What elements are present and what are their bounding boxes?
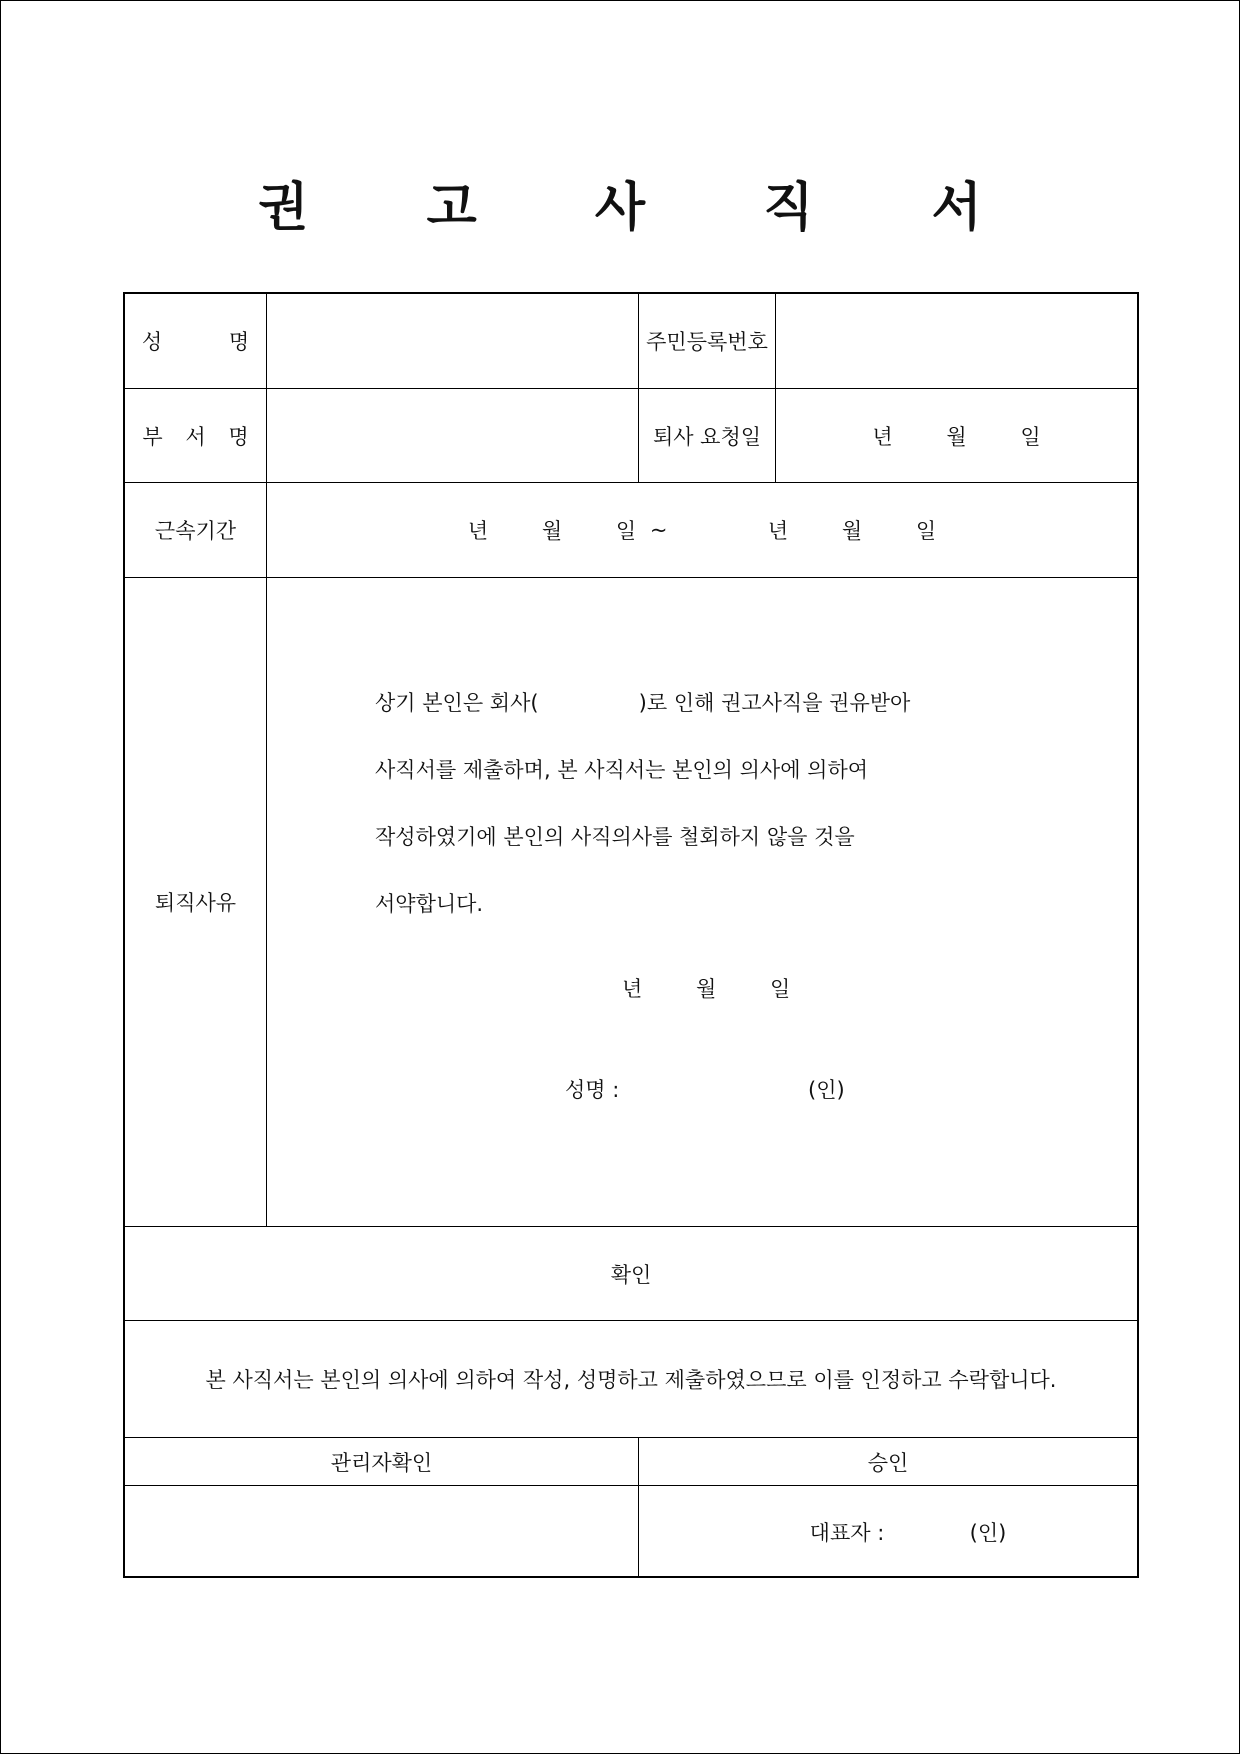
document-title: 권 고 사 직 서 — [258, 178, 1032, 238]
year-label: 년 — [872, 424, 893, 449]
resident-number-field[interactable] — [776, 294, 1137, 388]
name-field[interactable] — [267, 294, 638, 388]
tenure-separator: ~ — [649, 518, 668, 542]
start-day-label: 일 — [615, 519, 637, 543]
month-label: 월 — [946, 424, 967, 449]
representative-label: 대표자 : — [809, 1521, 885, 1545]
row-divider — [125, 577, 1137, 578]
department-label: 부 서 명 — [142, 424, 257, 449]
statement-date[interactable] — [622, 968, 802, 1008]
end-month-label: 월 — [841, 519, 863, 543]
representative-seal-label: (인) — [969, 1521, 1007, 1545]
resignation-reason-label: 퇴직사유 — [154, 891, 237, 915]
resignation-form — [123, 292, 1139, 1578]
resignation-request-date-label: 퇴사 요청일 — [652, 424, 762, 449]
statement-line-3: 작성하였기에 본인의 사직의사를 철회하지 않을 것을 — [375, 825, 855, 849]
statement-line-2: 사직서를 제출하며, 본 사직서는 본인의 의사에 의하여 — [375, 758, 869, 782]
department-field[interactable] — [267, 389, 638, 482]
tenure-label: 근속기간 — [154, 519, 237, 543]
manager-confirm-label: 관리자확인 — [330, 1450, 433, 1475]
representative-sign-field[interactable] — [639, 1486, 1137, 1578]
tenure-field[interactable] — [267, 483, 1137, 577]
approval-label: 승인 — [867, 1450, 909, 1475]
signer-name-label: 성명 : — [565, 1078, 620, 1102]
end-year-label: 년 — [767, 519, 789, 543]
day-label: 일 — [770, 977, 791, 1001]
signer-name-field[interactable] — [645, 1069, 825, 1109]
statement-line-4: 서약합니다. — [375, 892, 484, 916]
statement-line-1: 상기 본인은 회사( )로 인해 권고사직을 권유받아 — [375, 691, 911, 715]
start-month-label: 월 — [541, 519, 563, 543]
signer-seal-label: (인) — [808, 1078, 845, 1102]
year-label: 년 — [622, 977, 643, 1001]
end-day-label: 일 — [915, 519, 937, 543]
day-label: 일 — [1020, 424, 1041, 449]
resident-number-label: 주민등록번호 — [646, 330, 768, 354]
manager-sign-field[interactable] — [125, 1486, 638, 1578]
month-label: 월 — [696, 977, 717, 1001]
confirmation-header: 확인 — [610, 1262, 652, 1287]
name-label: 성 명 — [141, 330, 280, 354]
resignation-request-date-field[interactable] — [776, 389, 1137, 482]
start-year-label: 년 — [467, 519, 489, 543]
confirmation-text: 본 사직서는 본인의 의사에 의하여 작성, 성명하고 제출하였으므로 이를 인정하고 수락합니다. — [205, 1368, 1057, 1392]
